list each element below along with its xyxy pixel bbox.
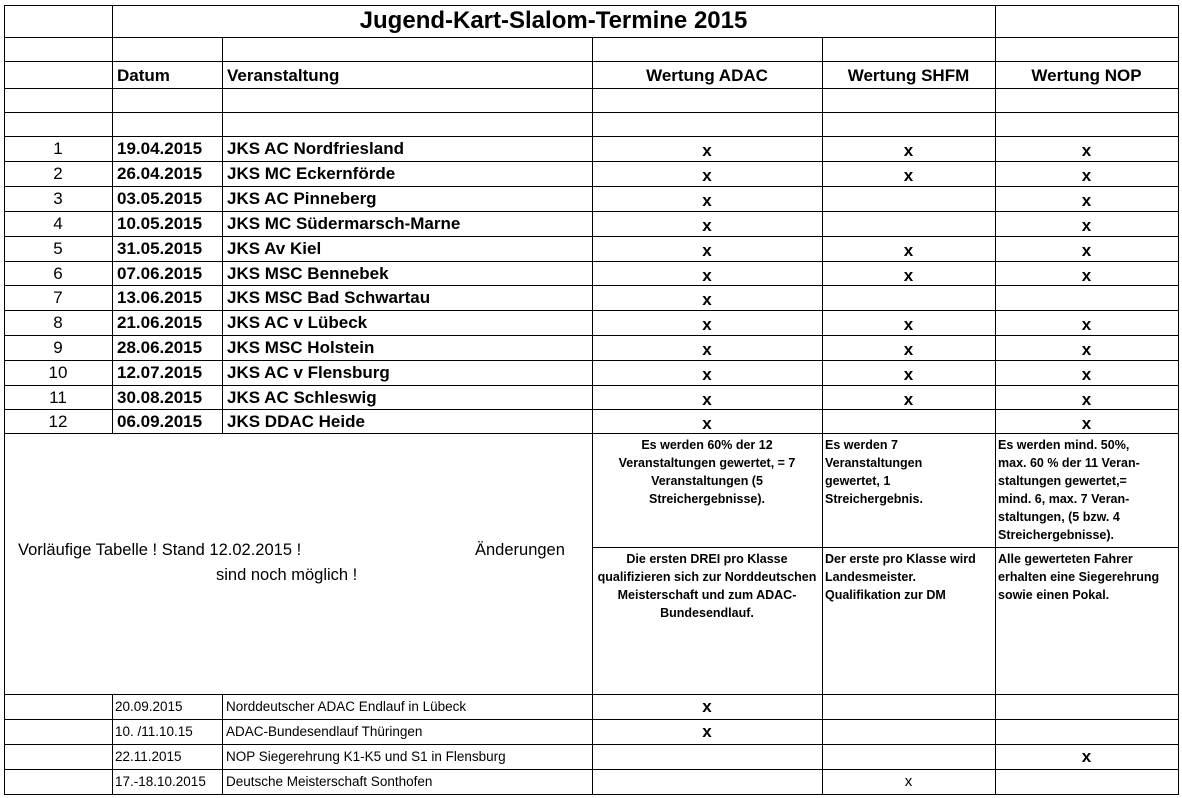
event-name: JKS MC Südermarsch-Marne [227,214,461,233]
event-date: 19.04.2015 [117,139,203,158]
wertung-nop-mark: x [1081,365,1092,384]
wertung-nop-mark: x [1081,191,1092,210]
wertung-nop-mark: x [1081,241,1092,260]
wertung-adac-mark: x [702,166,712,185]
final-nop-mark [995,720,1178,744]
event-number: 7 [53,288,63,307]
schedule-sheet [4,5,1178,796]
event-name: JKS MSC Holstein [227,338,375,357]
header-wertung-adac: Wertung ADAC [646,66,768,85]
event-number: 6 [53,264,63,283]
final-date: 22.11.2015 [115,749,182,764]
event-name: JKS MC Eckernförde [227,164,396,183]
final-date: 17.-18.10.2015 [115,774,206,789]
wertung-nop-mark: x [1081,141,1092,160]
event-number: 11 [49,388,67,407]
event-number: 8 [53,313,63,332]
final-name: ADAC-Bundesendlauf Thüringen [226,724,423,739]
wertung-shfm-mark: x [903,266,914,285]
event-name: JKS AC v Flensburg [227,363,390,382]
event-number: 2 [53,164,63,183]
status-line-2: sind noch möglich ! [216,566,358,584]
header-veranstaltung: Veranstaltung [227,66,340,85]
final-name: Deutsche Meisterschaft Sonthofen [226,774,433,789]
wertung-shfm-mark: x [903,241,914,260]
header-wertung-shfm: Wertung SHFM [847,66,970,85]
grid-line-h [592,547,1179,548]
wertung-nop-mark: x [1081,315,1092,334]
event-number: 4 [53,214,63,233]
event-date: 10.05.2015 [117,214,203,233]
wertung-nop-mark: x [1081,414,1092,433]
grid-line-v [222,37,223,434]
wertung-nop-mark: x [1081,166,1092,185]
wertung-shfm-mark: x [903,315,914,334]
event-name: JKS AC v Lübeck [227,313,368,332]
final-shfm-mark [822,745,995,769]
status-line-1b: Änderungen [475,541,565,559]
wertung-shfm-mark: x [903,365,914,384]
event-date: 30.08.2015 [117,388,203,407]
wertung-adac-mark: x [702,340,712,359]
status-line-1: Vorläufige Tabelle ! Stand 12.02.2015 ! [18,541,302,559]
final-nop-mark [995,770,1178,794]
final-adac-mark [592,745,822,769]
final-name: Norddeutscher ADAC Endlauf in Lübeck [226,699,467,714]
final-name: NOP Siegerehrung K1-K5 und S1 in Flensburg [226,749,506,764]
event-name: JKS DDAC Heide [227,412,365,431]
event-number: 10 [48,363,68,382]
event-name: JKS MSC Bennebek [227,264,389,283]
page-title: Jugend-Kart-Slalom-Termine 2015 [359,7,748,34]
note-shfm-scoring: Es werden 7 Veranstaltungen gewertet, 1 Streichergebnis. [825,438,923,506]
grid-line-v [1178,5,1179,795]
note-nop-award: Alle gewerteten Fahrer erhalten eine Siegerehrung sowie einen Pokal. [998,552,1160,602]
wertung-adac-mark: x [702,414,712,433]
wertung-adac-mark: x [702,141,712,160]
event-date: 21.06.2015 [117,313,203,332]
wertung-adac-mark: x [702,365,712,384]
wertung-nop-mark: x [1081,390,1092,409]
grid-line-v [222,694,223,795]
wertung-shfm-mark: x [903,390,914,409]
final-nop-mark: x [1081,747,1092,766]
wertung-shfm-mark [822,412,995,435]
wertung-nop-mark: x [1081,266,1092,285]
final-adac-mark: x [702,722,712,741]
event-name: JKS AC Schleswig [227,388,377,407]
final-adac-mark [592,770,822,794]
event-date: 07.06.2015 [117,264,203,283]
final-shfm-mark: x [904,773,913,790]
event-date: 28.06.2015 [117,338,203,357]
event-date: 06.09.2015 [117,412,203,431]
wertung-nop-mark [995,288,1178,312]
wertung-nop-mark: x [1081,340,1092,359]
wertung-adac-mark: x [702,191,712,210]
event-name: JKS AC Nordfriesland [227,139,404,158]
wertung-adac-mark: x [702,290,712,309]
note-nop-scoring: Es werden mind. 50%, max. 60 % der 11 Veran-staltungen gewertet,= mind. 6, max. 7 Veran-staltungen, (5 bzw. 4 Streichergebnisse). [998,438,1140,542]
wertung-shfm-mark: x [903,340,914,359]
event-date: 31.05.2015 [117,239,203,258]
wertung-adac-mark: x [702,216,712,235]
note-adac-qualification: Die ersten DREI pro Klasse qualifizieren sich zur Norddeutschen Meisterschaft und zum ADAC-Bundesendlauf. [597,552,817,620]
wertung-shfm-mark: x [903,166,914,185]
note-shfm-qualification: Der erste pro Klasse wird Landesmeister. Qualifikation zur DM [825,552,976,602]
header-datum: Datum [117,66,170,85]
event-name: JKS AC Pinneberg [227,189,377,208]
wertung-shfm-mark [822,189,995,213]
final-adac-mark: x [702,697,712,716]
grid-line-v [112,694,113,795]
wertung-shfm-mark: x [903,141,914,160]
event-number: 12 [48,412,68,431]
final-nop-mark [995,695,1178,719]
event-name: JKS Av Kiel [227,239,322,258]
wertung-adac-mark: x [702,266,712,285]
note-adac-scoring: Es werden 60% der 12 Veranstaltungen gewertet, = 7 Veranstaltungen (5 Streichergebnisse). [618,438,796,506]
event-name: JKS MSC Bad Schwartau [227,288,431,307]
wertung-nop-mark: x [1081,216,1092,235]
wertung-shfm-mark [822,214,995,238]
wertung-adac-mark: x [702,315,712,334]
header-wertung-nop: Wertung NOP [1031,66,1142,85]
wertung-adac-mark: x [702,390,712,409]
grid-line-v [995,5,996,38]
event-date: 13.06.2015 [117,288,203,307]
grid-line-v [112,5,113,434]
event-number: 9 [53,338,63,357]
event-number: 1 [53,139,63,158]
final-shfm-mark [822,695,995,719]
event-date: 26.04.2015 [117,164,203,183]
event-number: 5 [53,239,63,258]
final-date: 10. /11.10.15 [115,724,193,739]
event-date: 12.07.2015 [117,363,203,382]
wertung-shfm-mark [822,288,995,312]
wertung-adac-mark: x [702,241,712,260]
final-shfm-mark [822,720,995,744]
final-date: 20.09.2015 [115,699,183,714]
event-number: 3 [53,189,63,208]
event-date: 03.05.2015 [117,189,203,208]
